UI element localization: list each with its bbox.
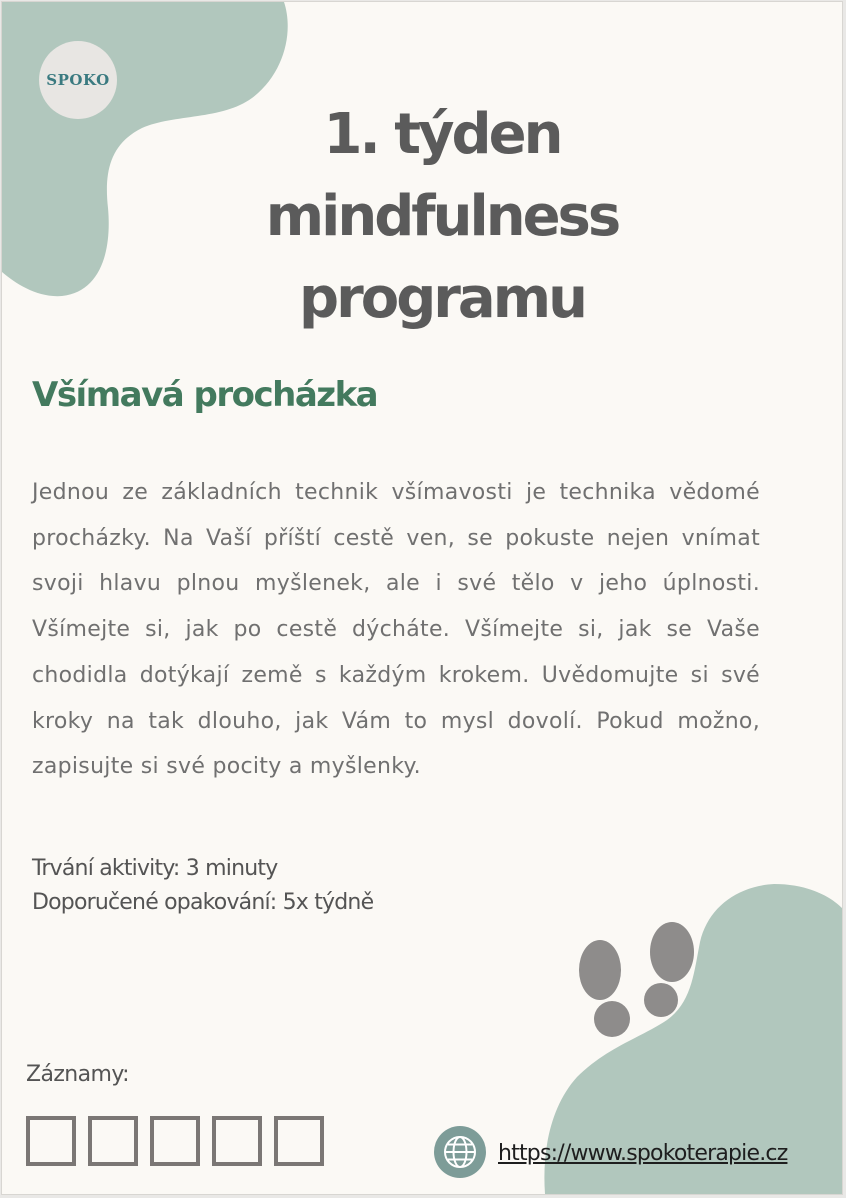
repeat-text: Doporučené opakování: 5x týdně xyxy=(32,890,374,915)
title-line-1: 1. týden xyxy=(323,102,561,167)
record-checkbox[interactable] xyxy=(88,1116,138,1166)
globe-icon-svg xyxy=(434,1126,486,1178)
records-checkboxes xyxy=(26,1116,324,1166)
title-line-2: mindfulness xyxy=(265,184,619,249)
title-line-3: programu xyxy=(299,266,585,331)
records-label: Záznamy: xyxy=(26,1062,129,1087)
left-foot-sole xyxy=(579,940,621,1000)
left-foot-heel xyxy=(594,1001,630,1037)
duration-text: Trvání aktivity: 3 minuty xyxy=(32,856,278,881)
record-checkbox[interactable] xyxy=(274,1116,324,1166)
logo-text: SPOKO xyxy=(46,71,110,89)
activity-info xyxy=(32,852,373,920)
page xyxy=(2,2,842,1194)
record-checkbox[interactable] xyxy=(26,1116,76,1166)
website-link[interactable]: https://www.spokoterapie.cz xyxy=(498,1141,788,1166)
record-checkbox[interactable] xyxy=(150,1116,200,1166)
globe-icon xyxy=(434,1126,486,1178)
body-paragraph: Jednou ze základních technik všímavosti je technika vědomé procházky. Na Vaší příští cestě ven, se pokuste nejen vnímat svoji hlavu plnou myšlenek, ale i své tělo v jeho úplnosti. Všímejte si, jak po cestě dýcháte. Všímejte si, jak se Vaše chodidla dotýkají země s každým krokem. Uvědomujte si své kroky na tak dlouho, jak Vám to mysl dovolí. Pokud možno, zapisujte si své pocity a myšlenky. xyxy=(32,480,760,780)
page-title xyxy=(202,94,682,340)
right-foot-heel xyxy=(644,983,678,1017)
section-heading: Všímavá procházka xyxy=(32,375,378,415)
right-foot-sole xyxy=(650,922,694,982)
logo xyxy=(39,41,117,119)
record-checkbox[interactable] xyxy=(212,1116,262,1166)
